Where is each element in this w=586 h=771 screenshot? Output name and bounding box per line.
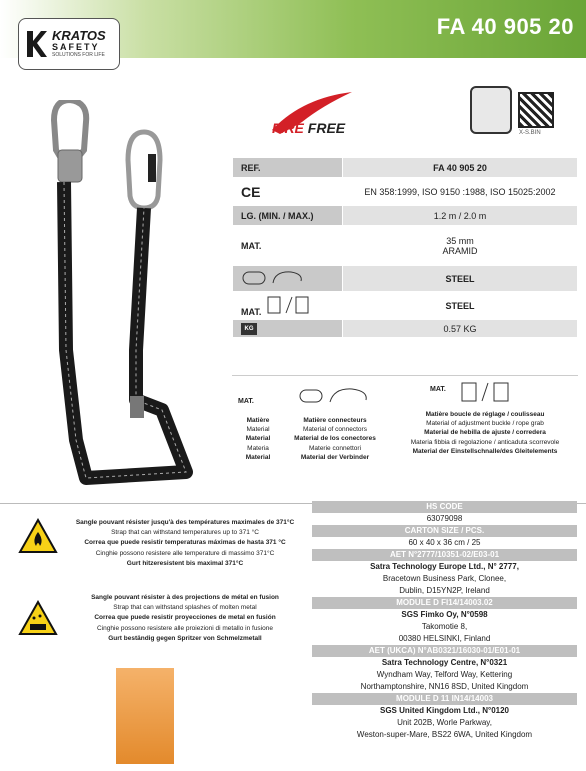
ref-label: REF. [233, 158, 343, 178]
connectors-icon [241, 269, 311, 287]
metal-line-1: Strap that can withstand splashes of molten metal [113, 604, 257, 612]
fire-label: FIRE [272, 120, 304, 136]
heat-warning-text [64, 518, 306, 569]
lang-left-1: Material [246, 426, 270, 434]
lanyard-product-image [36, 100, 216, 505]
aet-eu-header: AET N°2777/10351-02/E03-01 [312, 549, 577, 561]
lang-mid-2: Material de los conectores [294, 435, 376, 443]
metal-line-3: Cinghie possono resistere alle proiezioni di metallo in fusione [97, 624, 273, 632]
metal-line-4: Gurt beständig gegen Spritzer von Schmelzmetall [108, 634, 262, 642]
lang-right-0: Matière boucle de réglage / coulisseau [425, 411, 545, 418]
carton-value: 60 x 40 x 36 cm / 25 [408, 538, 481, 547]
lang-mid-1: Material of connectors [303, 426, 367, 434]
length-value: 1.2 m / 2.0 m [343, 206, 578, 226]
heat-line-4: Gurt hitzeresistent bis maximal 371°C [126, 559, 244, 567]
lang-mid-0: Matière connecteurs [303, 417, 367, 424]
heat-warning-icon [18, 518, 58, 554]
buckle-material-cell [233, 292, 343, 320]
module-d-fi-line-1: 00380 HELSINKI, Finland [398, 634, 491, 643]
mat-label-left: MAT. [238, 398, 254, 405]
carton-header: CARTON SIZE / PCS. [312, 525, 577, 537]
spec-table [232, 157, 578, 338]
fire-free-label [272, 120, 345, 136]
strap-width-value: 35 mm [446, 235, 474, 246]
standards-value: EN 358:1999, ISO 9150 :1988, ISO 15025:2002 [343, 178, 578, 206]
heat-line-3: Cinghie possono resistere alle temperature di massimo 371°C [95, 549, 275, 557]
lang-right-2: Material de hebilla de ajuste / corredera [424, 429, 546, 437]
lang-right-3: Materia fibbia di regolazione / anticaduta scorrevole [410, 438, 560, 446]
buckle-mat-label: MAT. [241, 306, 262, 317]
logo-line2: SAFETY [52, 42, 100, 52]
aet-eu-line-1: Dublin, D15YN2P, Ireland [399, 586, 490, 595]
hs-code-value: 63079098 [426, 514, 463, 523]
qr-label: X-S.BIN [519, 130, 541, 136]
lang-left-2: Material [245, 435, 271, 443]
kratos-k-icon [23, 29, 49, 59]
hs-code-header: HS CODE [312, 501, 577, 513]
connectors-legend-icon [298, 384, 374, 408]
lang-left-3: Materia [247, 444, 269, 452]
material-value: ARAMID [442, 245, 478, 256]
aet-eu-body: Satra Technology Europe Ltd., N° 2777, [370, 562, 519, 571]
heat-line-2: Correa que puede resistir temperaturas máximas de hasta 371 °C [84, 539, 286, 547]
buckle-icon [264, 295, 314, 315]
aet-eu-line-0: Bracetown Business Park, Clonee, [382, 574, 507, 583]
ref-value: FA 40 905 20 [343, 158, 578, 178]
phone-icon [470, 86, 512, 134]
lang-mid-4: Material der Verbinder [300, 453, 370, 461]
lang-right-1: Material of adjustment buckle / rope grab [426, 420, 544, 428]
weight-value: 0.57 KG [343, 320, 578, 338]
certificates-table [312, 501, 577, 741]
mat-label-right: MAT. [430, 386, 446, 393]
metal-warning-text [64, 593, 306, 644]
lang-left-0: Matière [246, 417, 270, 424]
connector-icons [233, 266, 343, 292]
heat-line-0: Sangle pouvant résister jusqu'à des températures maximales de 371°C [75, 519, 295, 526]
aet-ukca-line-0: Wyndham Way, Telford Way, Kettering [376, 670, 513, 679]
material-label: MAT. [233, 226, 343, 266]
qr-code[interactable] [518, 92, 554, 128]
aet-ukca-body: Satra Technology Centre, N°0321 [381, 658, 508, 667]
module-d-uk-header: MODULE D 11 IN14/14003 [312, 693, 577, 705]
module-d-fi-body: SGS Fimko Oy, N°0598 [401, 610, 488, 619]
molten-metal-warning-icon [18, 600, 58, 636]
module-d-uk-line-1: Weston-super-Mare, BS22 6WA, United Kingdom [356, 730, 533, 739]
product-code: FA 40 905 20 [436, 14, 574, 39]
logo-line1: KRATOS [52, 28, 106, 43]
lang-mid-3: Materie connettori [308, 444, 362, 452]
length-label: LG. (MIN. / MAX.) [233, 206, 343, 226]
metal-line-0: Sangle pouvant résister à des projections de métal en fusion [91, 594, 279, 601]
lang-right-4: Material der Einstellschnalle/des Gleitelements [412, 447, 558, 455]
free-label: FREE [307, 120, 346, 136]
lang-left-4: Material [245, 453, 271, 461]
logo-line3: SOLUTIONS FOR LIFE [52, 52, 105, 58]
module-d-fi-line-0: Takomotie 8, [421, 622, 468, 631]
aet-ukca-header: AET (UKCA) N°AB0321/16030-01/E01-01 [312, 645, 577, 657]
fire-free-icon [262, 88, 382, 148]
usage-photo [116, 668, 174, 764]
weight-icon [233, 320, 343, 338]
materials-legend [232, 375, 578, 475]
weight-label: KG [241, 323, 257, 335]
buckle-legend-icon [458, 380, 518, 404]
module-d-uk-body: SGS United Kingdom Ltd., N°0120 [380, 706, 509, 715]
heat-line-1: Strap that can withstand temperatures up to 371 °C [111, 529, 259, 537]
module-d-uk-line-0: Unit 202B, Worle Parkway, [397, 718, 492, 727]
module-d-fi-header: MODULE D FI14/14003.02 [312, 597, 577, 609]
ce-mark-icon: CE [233, 178, 343, 206]
buckle-material-value: STEEL [343, 292, 578, 320]
aet-ukca-line-1: Northamptonshire, NN16 8SD, United Kingdom [360, 682, 529, 691]
material-cell [343, 226, 578, 266]
kratos-logo [18, 18, 120, 70]
metal-line-2: Correa que puede resistir proyecciones de metal en fusión [94, 614, 276, 622]
connector-material-value: STEEL [343, 266, 578, 292]
